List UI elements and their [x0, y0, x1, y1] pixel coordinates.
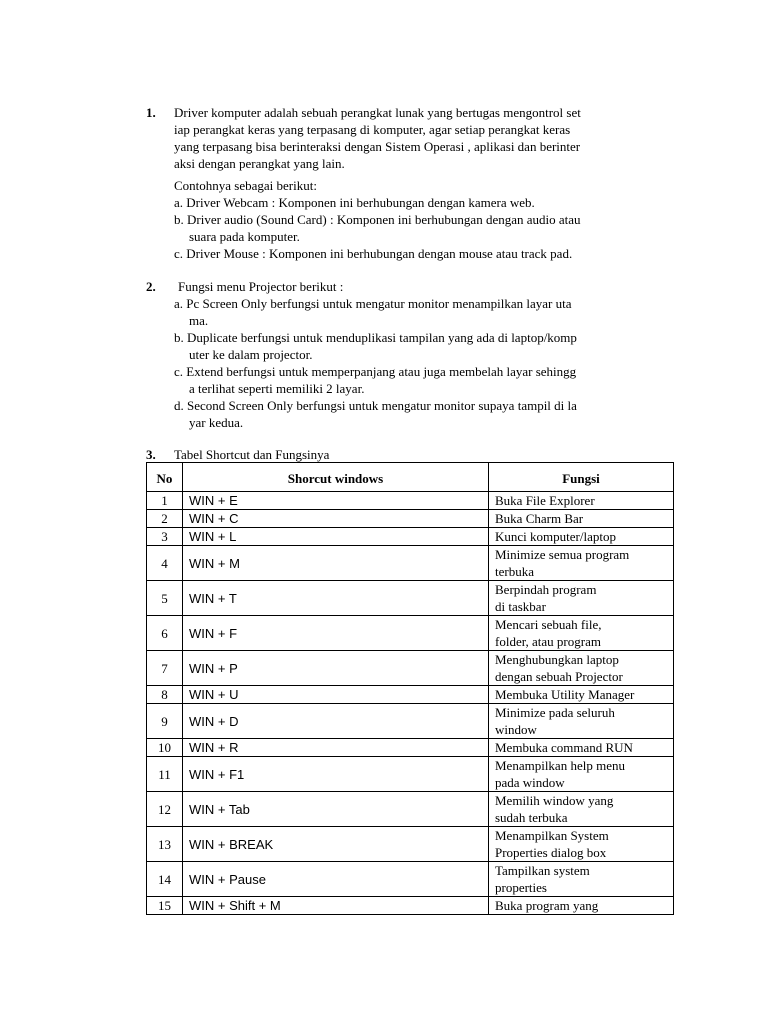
section-2-item-c: c. Extend berfungsi untuk memperpanjang atau juga membelah layar sehingg — [174, 364, 577, 379]
section-1-item-b: b. Driver audio (Sound Card) : Komponen ini berhubungan dengan audio atau — [174, 212, 581, 227]
section-1-item-c: c. Driver Mouse : Komponen ini berhubungan dengan mouse atau track pad. — [174, 246, 573, 261]
section-2-item-a: a. Pc Screen Only berfungsi untuk mengatur monitor menampilkan layar uta — [174, 296, 572, 311]
row-fungsi: Membuka command RUN — [489, 739, 674, 757]
section-2-item-c-cont: a terlihat seperti memiliki 2 layar. — [189, 381, 365, 396]
table-row — [147, 757, 674, 792]
column-header-no: No — [147, 463, 183, 492]
row-shortcut: WIN + Pause — [183, 862, 489, 897]
table-row — [147, 546, 674, 581]
section-1-number: 1. — [146, 105, 156, 120]
row-shortcut: WIN + Shift + M — [183, 897, 489, 915]
row-shortcut: WIN + L — [183, 528, 489, 546]
section-1-line: Contohnya sebagai berikut: — [174, 178, 317, 193]
row-fungsi: Minimize semua program terbuka — [489, 546, 674, 581]
row-shortcut: WIN + D — [183, 704, 489, 739]
row-fungsi: Berpindah program di taskbar — [489, 581, 674, 616]
row-fungsi: Mencari sebuah file, folder, atau program — [489, 616, 674, 651]
row-fungsi: Membuka Utility Manager — [489, 686, 674, 704]
section-1-line: iap perangkat keras yang terpasang di komputer, agar setiap perangkat keras — [174, 122, 571, 137]
table-row — [147, 510, 674, 528]
row-fungsi: Menghubungkan laptop dengan sebuah Projector — [489, 651, 674, 686]
row-shortcut: WIN + C — [183, 510, 489, 528]
row-number: 4 — [147, 546, 183, 581]
row-shortcut: WIN + P — [183, 651, 489, 686]
row-fungsi: Buka program yang — [489, 897, 674, 915]
table-row — [147, 528, 674, 546]
row-shortcut: WIN + E — [183, 492, 489, 510]
row-fungsi: Menampilkan help menu pada window — [489, 757, 674, 792]
row-fungsi: Tampilkan system properties — [489, 862, 674, 897]
section-2-item-b: b. Duplicate berfungsi untuk menduplikasi tampilan yang ada di laptop/komp — [174, 330, 577, 345]
row-number: 6 — [147, 616, 183, 651]
row-fungsi: Minimize pada seluruh window — [489, 704, 674, 739]
table-row — [147, 739, 674, 757]
section-2-item-a-cont: ma. — [189, 313, 209, 328]
table-row — [147, 686, 674, 704]
table-row — [147, 581, 674, 616]
section-3-number: 3. — [146, 447, 156, 462]
table-row — [147, 827, 674, 862]
row-number: 11 — [147, 757, 183, 792]
row-fungsi: Menampilkan System Properties dialog box — [489, 827, 674, 862]
row-shortcut: WIN + M — [183, 546, 489, 581]
row-number: 12 — [147, 792, 183, 827]
section-2-item-b-cont: uter ke dalam projector. — [189, 347, 313, 362]
table-row — [147, 704, 674, 739]
row-number: 1 — [147, 492, 183, 510]
row-shortcut: WIN + U — [183, 686, 489, 704]
row-number: 14 — [147, 862, 183, 897]
table-row — [147, 651, 674, 686]
row-shortcut: WIN + BREAK — [183, 827, 489, 862]
column-header-fungsi: Fungsi — [489, 463, 674, 492]
row-number: 10 — [147, 739, 183, 757]
row-number: 8 — [147, 686, 183, 704]
row-shortcut: WIN + F — [183, 616, 489, 651]
table-row — [147, 792, 674, 827]
section-2-item-d-cont: yar kedua. — [189, 415, 244, 430]
section-2-title: Fungsi menu Projector berikut : — [178, 279, 344, 294]
section-1-item-a: a. Driver Webcam : Komponen ini berhubungan dengan kamera web. — [174, 195, 535, 210]
row-number: 2 — [147, 510, 183, 528]
table-row — [147, 862, 674, 897]
section-1-line: yang terpasang bisa berinteraksi dengan Sistem Operasi , aplikasi dan berinter — [174, 139, 581, 154]
row-number: 7 — [147, 651, 183, 686]
row-number: 15 — [147, 897, 183, 915]
row-number: 9 — [147, 704, 183, 739]
section-1-line: aksi dengan perangkat yang lain. — [174, 156, 345, 171]
table-row — [147, 897, 674, 915]
column-header-shortcut: Shorcut windows — [183, 463, 489, 492]
row-fungsi: Buka Charm Bar — [489, 510, 674, 528]
section-3-title: Tabel Shortcut dan Fungsinya — [174, 447, 330, 462]
section-2-number: 2. — [146, 279, 156, 294]
row-shortcut: WIN + F1 — [183, 757, 489, 792]
section-1-line: Driver komputer adalah sebuah perangkat lunak yang bertugas mengontrol set — [174, 105, 581, 120]
row-shortcut: WIN + T — [183, 581, 489, 616]
table-row — [147, 616, 674, 651]
row-number: 13 — [147, 827, 183, 862]
shortcut-table — [146, 462, 674, 915]
section-2-item-d: d. Second Screen Only berfungsi untuk mengatur monitor supaya tampil di la — [174, 398, 577, 413]
table-header-row — [147, 463, 674, 492]
row-shortcut: WIN + R — [183, 739, 489, 757]
row-shortcut: WIN + Tab — [183, 792, 489, 827]
row-number: 3 — [147, 528, 183, 546]
row-number: 5 — [147, 581, 183, 616]
row-fungsi: Kunci komputer/laptop — [489, 528, 674, 546]
row-fungsi: Buka File Explorer — [489, 492, 674, 510]
row-fungsi: Memilih window yang sudah terbuka — [489, 792, 674, 827]
table-row — [147, 492, 674, 510]
section-1-item-b-cont: suara pada komputer. — [189, 229, 300, 244]
